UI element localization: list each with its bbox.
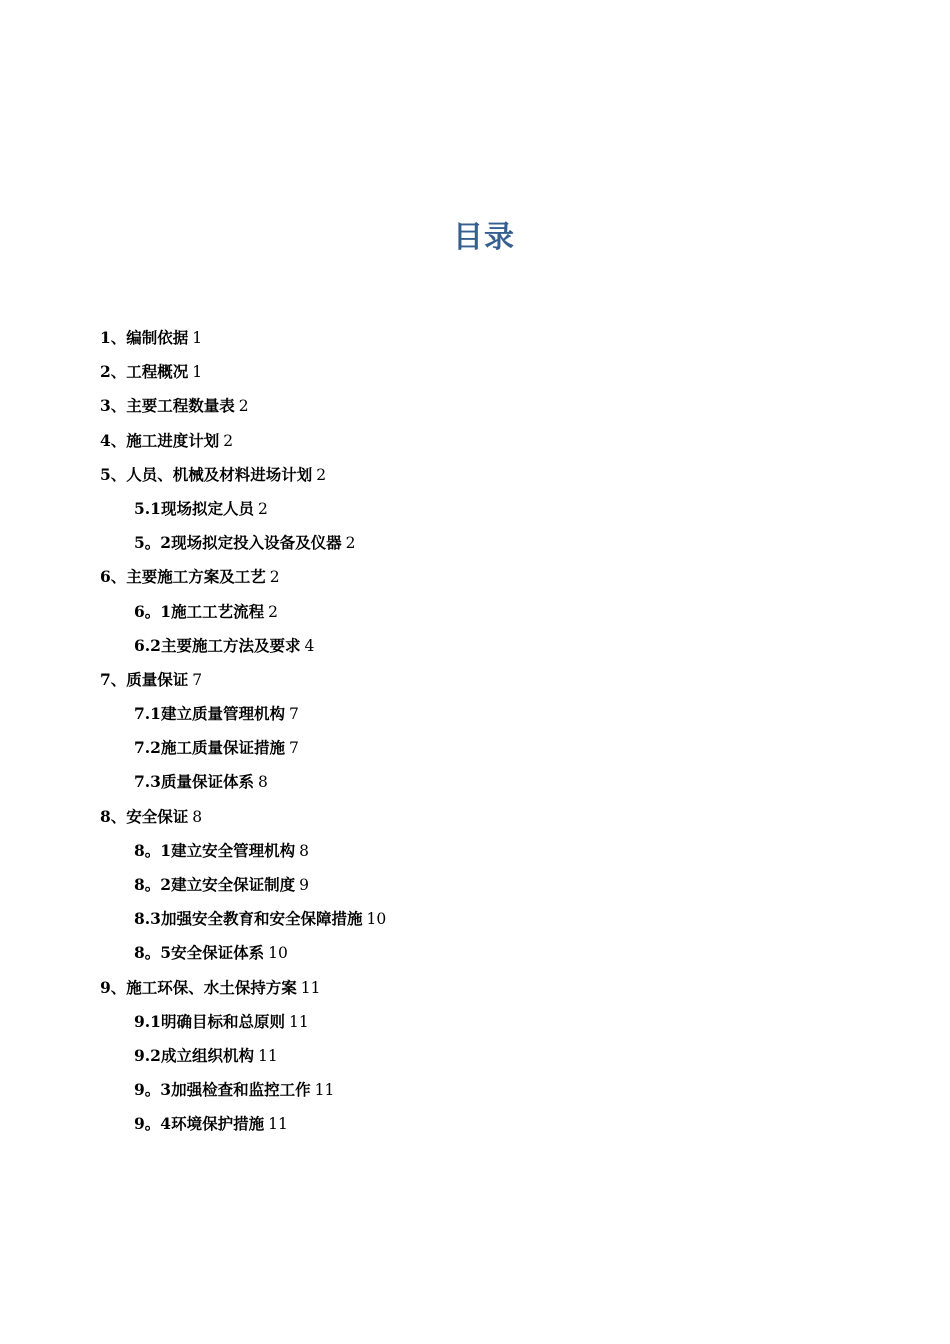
toc-entry-page-number: 10 <box>268 944 288 963</box>
toc-entry[interactable] <box>100 939 386 973</box>
toc-entry-title: 9。4环境保护措施 <box>134 1114 265 1134</box>
toc-entry-title: 9.1明确目标和总原则 <box>134 1011 285 1031</box>
toc-entry-title: 2、工程概况 <box>100 362 189 382</box>
toc-entry-page-number: 2 <box>268 602 278 621</box>
toc-entry-title: 8、安全保证 <box>100 806 189 826</box>
toc-entry-title: 7.3质量保证体系 <box>134 772 254 792</box>
toc-entry[interactable] <box>100 358 386 392</box>
toc-entry-title: 8.3加强安全教育和安全保障措施 <box>134 909 363 929</box>
toc-entry[interactable] <box>100 461 386 495</box>
toc-entry-page-number: 7 <box>288 739 299 758</box>
toc-entry-title: 8。5安全保证体系 <box>134 943 265 963</box>
toc-entry-title: 7.2施工质量保证措施 <box>134 738 285 758</box>
toc-entry[interactable] <box>100 598 386 632</box>
toc-entry[interactable] <box>100 974 386 1008</box>
toc-entry[interactable] <box>100 529 386 563</box>
toc-entry-page-number: 8 <box>192 807 203 826</box>
toc-entry[interactable] <box>100 632 386 666</box>
toc-entry-title: 9、施工环保、水土保持方案 <box>100 977 297 997</box>
toc-entry[interactable] <box>100 324 386 358</box>
toc-entry-page-number: 1 <box>192 329 203 347</box>
toc-entry-page-number: 4 <box>304 636 315 655</box>
toc-entry-title: 9.2成立组织机构 <box>134 1045 254 1065</box>
toc-entry-title: 4、施工进度计划 <box>100 430 220 450</box>
toc-entry-page-number: 9 <box>299 876 309 894</box>
toc-entry-page-number: 2 <box>316 465 327 484</box>
toc-entry-page-number: 7 <box>192 670 203 689</box>
toc-entry-page-number: 2 <box>257 499 268 518</box>
toc-entry[interactable] <box>100 1076 386 1110</box>
toc-entry-page-number: 2 <box>269 568 280 587</box>
toc-entry-title: 8。1建立安全管理机构 <box>134 840 296 860</box>
toc-title: 目录 <box>453 220 515 255</box>
toc-entry-page-number: 2 <box>223 431 234 450</box>
toc-entry[interactable] <box>100 837 386 871</box>
toc-entry[interactable] <box>100 563 386 597</box>
toc-entry[interactable] <box>100 768 386 802</box>
toc-entry-title: 9。3加强检查和监控工作 <box>134 1080 311 1100</box>
toc-entry-page-number: 8 <box>257 773 268 792</box>
toc-entry-page-number: 11 <box>300 978 321 997</box>
toc-entry[interactable] <box>100 803 386 837</box>
toc-entry-page-number: 7 <box>288 705 299 724</box>
toc-entry-page-number: 11 <box>314 1081 335 1100</box>
toc-entry-title: 6。1施工工艺流程 <box>134 601 265 621</box>
toc-entry-page-number: 11 <box>257 1046 278 1065</box>
toc-entry[interactable] <box>100 427 386 461</box>
toc-entry-title: 5.1现场拟定人员 <box>134 498 254 518</box>
toc-entry-page-number: 8 <box>299 841 309 860</box>
toc-entry[interactable] <box>100 495 386 529</box>
toc-entry[interactable] <box>100 666 386 700</box>
toc-entry[interactable] <box>100 871 386 905</box>
toc-entry-title: 7、质量保证 <box>100 669 189 689</box>
toc-entry[interactable] <box>100 1110 386 1144</box>
toc-entry-title: 1、编制依据 <box>100 328 189 347</box>
toc-entry-title: 7.1建立质量管理机构 <box>134 704 285 724</box>
toc-entry-page-number: 1 <box>192 363 203 382</box>
toc-entry-page-number: 2 <box>238 397 249 416</box>
toc-entry-title: 5。2现场拟定投入设备及仪器 <box>134 533 342 553</box>
toc-entry[interactable] <box>100 905 386 939</box>
toc-entry-page-number: 11 <box>288 1012 309 1031</box>
toc-entry-page-number: 10 <box>366 910 387 929</box>
toc-entry-title: 8。2建立安全保证制度 <box>134 875 296 894</box>
toc-entry-title: 3、主要工程数量表 <box>100 396 235 416</box>
toc-entry[interactable] <box>100 734 386 768</box>
toc-entry-title: 5、人员、机械及材料进场计划 <box>100 464 313 484</box>
toc-entry[interactable] <box>100 1042 386 1076</box>
toc-entry[interactable] <box>100 700 386 734</box>
toc-entry-title: 6.2主要施工方法及要求 <box>134 635 301 655</box>
toc-list <box>100 324 386 1145</box>
toc-entry[interactable] <box>100 392 386 426</box>
toc-entry-title: 6、主要施工方案及工艺 <box>100 567 266 587</box>
toc-entry-page-number: 2 <box>345 534 356 553</box>
toc-entry[interactable] <box>100 1008 386 1042</box>
toc-entry-page-number: 11 <box>268 1115 288 1134</box>
